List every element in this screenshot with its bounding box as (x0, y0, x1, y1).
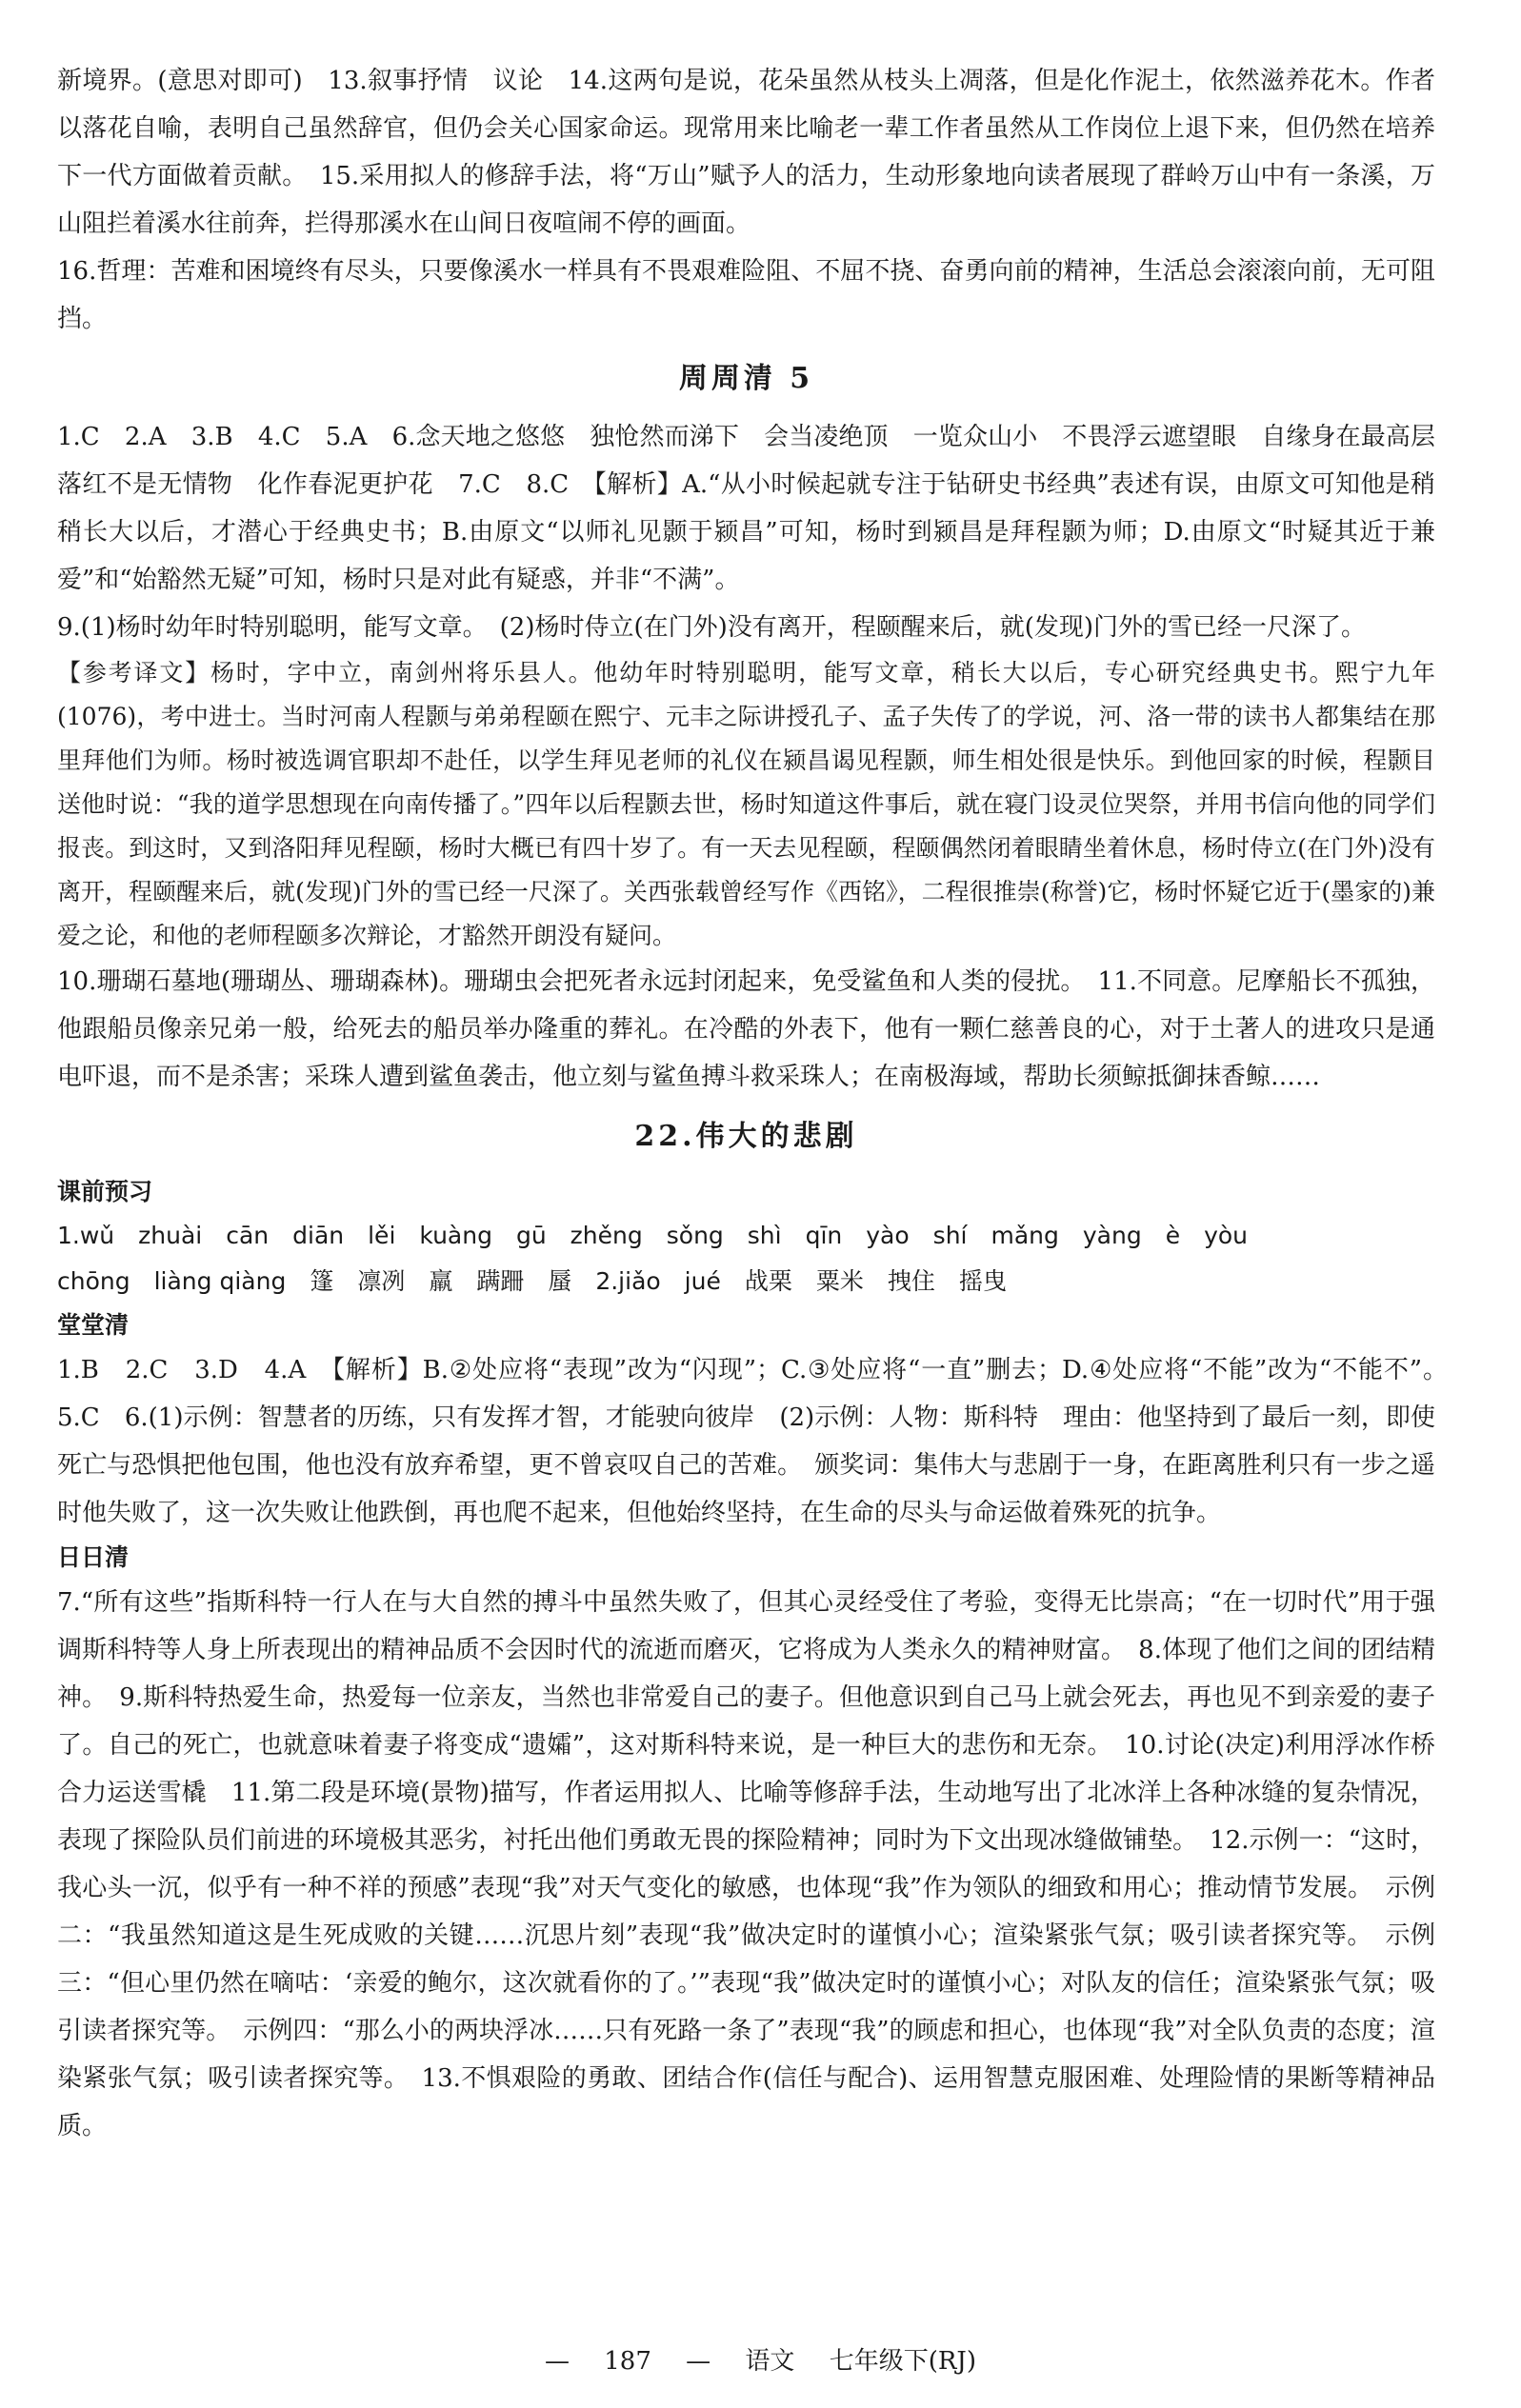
paragraph-answers-13-15: 新境界。(意思对即可) 13.叙事抒情 议论 14.这两句是说，花朵虽然从枝头上凋落，但是化作泥土，依然滋养花木。作者以落花自喻，表明自己虽然辞官，但仍会关心国家命运。现常用来比喻老一辈工作者虽然从工作岗位上退下来，但仍然在培养下一代方面做着贡献。 15.采用拟人的修辞手法，将“万山”赋予人的活力，生动形象地向读者展现了群岭万山中有一条溪，万山阻拦着溪水往前奔，拦得那溪水在山间日夜喧闹不停的画面。 (57, 67, 1435, 238)
footer-grade: 七年级下(RJ) (829, 2347, 976, 2376)
page-footer (0, 2342, 1521, 2380)
subheading-daily-review: 日日清 (57, 1543, 130, 1571)
paragraph-answer-9: 9.(1)杨时幼年时特别聪明，能写文章。 (2)杨时侍立(在门外)没有离开，程颐醒来后，就(发现)门外的雪已经一尺深了。 (57, 613, 1367, 642)
paragraph-pinyin-answers: 1.wǔ zhuài cān diān lěi kuàng gū zhěng sǒng shì qīn yào shí mǎng yàng è yòu (57, 1222, 1249, 1249)
paragraph-pinyin-answers-cont: chōng liàng qiàng 篷 凛冽 羸 蹒跚 蜃 2.jiǎo jué 战栗 粟米 拽住 摇曳 (57, 1267, 1007, 1295)
footer-dash-left: — (544, 2347, 570, 2376)
answer-page (57, 57, 1461, 2150)
paragraph-in-class-answers: 1.B 2.C 3.D 4.A 【解析】B.②处应将“表现”改为“闪现”；C.③处应将“一直”删去；D.④处应将“不能”改为“不能不”。 5.C 6.(1)示例：智慧者的历练，只有发挥才智，才能驶向彼岸 (2)示例：人物：斯科特 理由：他坚持到了最后一刻，即使死亡与恐惧把他包围，他也没有放弃希望，更不曾哀叹自己的苦难。 颁奖词：集伟大与悲剧于一身，在距离胜利只有一步之遥时他失败了，这一次失败让他跌倒，再也爬不起来，但他始终坚持，在生命的尽头与命运做着殊死的抗争。 (57, 1356, 1461, 1527)
paragraph-reference-translation: 【参考译文】杨时，字中立，南剑州将乐县人。他幼年时特别聪明，能写文章，稍长大以后，专心研究经典史书。熙宁九年(1076)，考中进士。当时河南人程颢与弟弟程颐在熙宁、元丰之际讲授孔子、孟子失传了的学说，河、洛一带的读书人都集结在那里拜他们为师。杨时被选调官职却不赴任，以学生拜见老师的礼仪在颍昌谒见程颢，师生相处很是快乐。到他回家的时候，程颢目送他时说：“我的道学思想现在向南传播了。”四年以后程颢去世，杨时知道这件事后，就在寝门设灵位哭祭，并用书信向他的同学们报丧。到这时，又到洛阳拜见程颐，杨时大概已有四十岁了。有一天去见程颐，程颐偶然闭着眼睛坐着休息，杨时侍立(在门外)没有离开，程颐醒来后，就(发现)门外的雪已经一尺深了。关西张载曾经写作《西铭》，二程很推崇(称誉)它，杨时怀疑它近于(墨家的)兼爱之论，和他的老师程颐多次辩论，才豁然开朗没有疑问。 (57, 659, 1435, 949)
paragraph-weekly-answers: 1.C 2.A 3.B 4.C 5.A 6.念天地之悠悠 独怆然而涕下 会当凌绝顶 一览众山小 不畏浮云遮望眼 自缘身在最高层 落红不是无情物 化作春泥更护花 7.C 8.C 【解析】A.“从小时候起就专注于钻研史书经典”表述有误，由原文可知他是稍稍长大以后，才潜心于经典史书；B.由原文“以师礼见颢于颍昌”可知，杨时到颍昌是拜程颢为师；D.由原文“时疑其近于兼爱”和“始豁然无疑”可知，杨时只是对此有疑惑，并非“不满”。 (57, 423, 1461, 594)
footer-subject: 语文 (745, 2347, 795, 2376)
paragraph-daily-answers: 7.“所有这些”指斯科特一行人在与大自然的搏斗中虽然失败了，但其心灵经受住了考验，变得无比崇高；“在一切时代”用于强调斯科特等人身上所表现出的精神品质不会因时代的流逝而磨灭，它将成为人类永久的精神财富。 8.体现了他们之间的团结精神。 9.斯科特热爱生命，热爱每一位亲友，当然也非常爱自己的妻子。但他意识到自己马上就会死去，再也见不到亲爱的妻子了。自己的死亡，也就意味着妻子将变成“遗孀”，这对斯科特来说，是一种巨大的悲伤和无奈。 10.讨论(决定)利用浮冰作桥 合力运送雪橇 11.第二段是环境(景物)描写，作者运用拟人、比喻等修辞手法，生动地写出了北冰洋上各种冰缝的复杂情况，表现了探险队员们前进的环境极其恶劣，衬托出他们勇敢无畏的探险精神；同时为下文出现冰缝做铺垫。 12.示例一：“这时，我心头一沉，似乎有一种不祥的预感”表现“我”对天气变化的敏感，也体现“我”作为领队的细致和用心；推动情节发展。 示例二：“我虽然知道这是生死成败的关键……沉思片刻”表现“我”做决定时的谨慎小心；渲染紧张气氛；吸引读者探究等。 示例三：“但心里仍然在嘀咕：‘亲爱的鲍尔，这次就看你的了。’”表现“我”做决定时的谨慎小心；对队友的信任；渲染紧张气氛；吸引读者探究等。 示例四：“那么小的两块浮冰……只有死路一条了”表现“我”的顾虑和担心，也体现“我”对全队负责的态度；渲染紧张气氛；吸引读者探究等。 13.不惧艰险的勇敢、团结合作(信任与配合)、运用智慧克服困难、处理险情的果断等精神品质。 (57, 1588, 1461, 2140)
section-title-weekly-review: 周周清 5 (678, 362, 814, 395)
paragraph-answers-10-11: 10.珊瑚石墓地(珊瑚丛、珊瑚森林)。珊瑚虫会把死者永远封闭起来，免受鲨鱼和人类的侵扰。 11.不同意。尼摩船长不孤独，他跟船员像亲兄弟一般，给死去的船员举办隆重的葬礼。在冷酷的外表下，他有一颗仁慈善良的心，对于土著人的进攻只是通电吓退，而不是杀害；采珠人遭到鲨鱼袭击，他立刻与鲨鱼搏斗救采珠人；在南极海域，帮助长须鲸抵御抹香鲸…… (57, 967, 1435, 1091)
page-number: 187 (604, 2347, 651, 2376)
paragraph-answer-16: 16.哲理：苦难和困境终有尽头，只要像溪水一样具有不畏艰难险阻、不屈不挠、奋勇向前的精神，生活总会滚滚向前，无可阻挡。 (57, 257, 1435, 333)
section-title-lesson-22: 22.伟大的悲剧 (634, 1120, 858, 1153)
footer-dash-right: — (686, 2347, 711, 2376)
subheading-preview: 课前预习 (57, 1178, 153, 1205)
subheading-in-class: 堂堂清 (57, 1311, 130, 1339)
